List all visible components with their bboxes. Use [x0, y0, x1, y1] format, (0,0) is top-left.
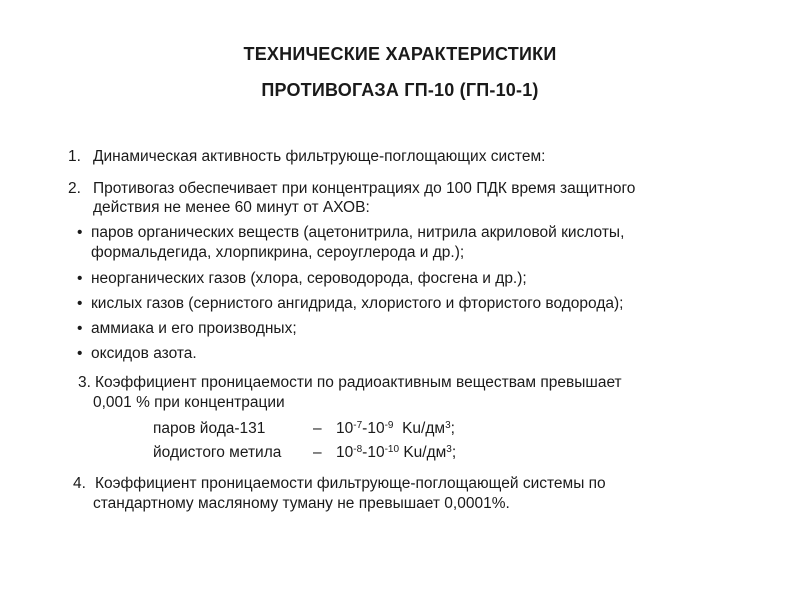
methyl-iodide-value: $10^{-8}-10^{-10}$ $Ku/дм^3$; [336, 444, 457, 461]
item1-number: 1. [68, 148, 81, 165]
page-title-line1: ТЕХНИЧЕСКИЕ ХАРАКТЕРИСТИКИ [243, 44, 557, 64]
iodine-value: $10^{-7}-10^{-9}$ $Ku/дм^3$; [336, 420, 455, 437]
iodine-label: паров йода-131 [153, 420, 266, 437]
methyl-iodide-label: йодистого метила [153, 444, 282, 461]
bullet2-text: неорганических газов (хлора, сероводорода, фосгена и др.); [91, 270, 527, 287]
item4-text-line2: стандартному масляному туману не превышает 0,0001%. [93, 495, 510, 512]
bullet-icon: • [77, 224, 83, 241]
item1-text: Динамическая активность фильтрующе-поглощающих систем: [93, 148, 546, 165]
bullet5-text: оксидов азота. [91, 345, 197, 362]
bullet-icon: • [77, 345, 83, 362]
bullet1-line1: паров органических веществ (ацетонитрила, нитрила акриловой кислоты, [91, 224, 625, 241]
bullet-icon: • [77, 295, 83, 312]
bullet3-text: кислых газов (сернистого ангидрида, хлористого и фтористого водорода); [91, 295, 624, 312]
page-title-line2: ПРОТИВОГАЗА ГП-10 (ГП-10-1) [261, 80, 539, 100]
item3-text-line1: Коэффициент проницаемости по радиоактивным веществам превышает [95, 374, 622, 391]
bullet1-line2: формальдегида, хлорпикрина, сероуглерода и др.); [91, 244, 465, 261]
methyl-iodide-dash: – [313, 444, 322, 461]
item4-number: 4. [73, 475, 86, 492]
item3-text-line2: 0,001 % при концентрации [93, 394, 285, 411]
bullet-icon: • [77, 270, 83, 287]
item2-text-line2: действия не менее 60 минут от АХОВ: [93, 199, 370, 216]
iodine-dash: – [313, 420, 322, 437]
item2-number: 2. [68, 180, 81, 197]
item4-text-line1: Коэффициент проницаемости фильтрующе-поглощающей системы по [95, 475, 606, 492]
bullet4-text: аммиака и его производных; [91, 320, 297, 337]
item2-text-line1: Противогаз обеспечивает при концентрациях до 100 ПДК время защитного [93, 180, 636, 197]
bullet-icon: • [77, 320, 83, 337]
item3-number: 3. [78, 374, 91, 391]
